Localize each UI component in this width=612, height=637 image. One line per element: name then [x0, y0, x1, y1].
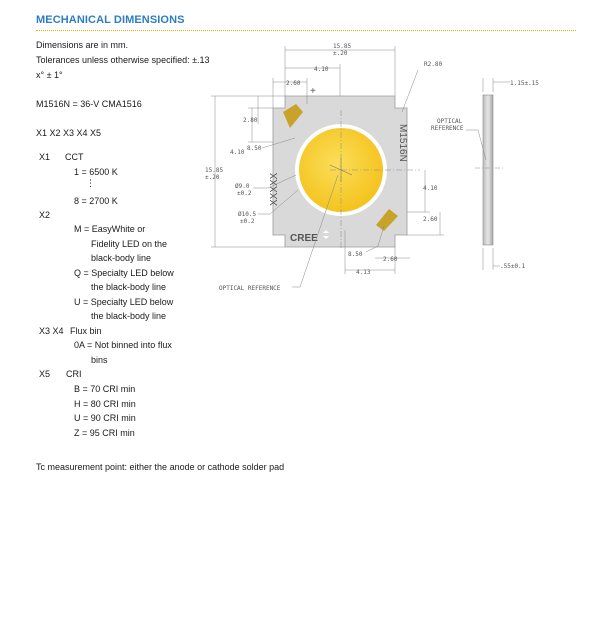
side-view-body: [483, 95, 493, 245]
dim-413-bottom: 4.13: [356, 269, 371, 276]
polarity-plus: +: [310, 86, 316, 97]
optical-reference-label-side: REFERENCE: [431, 125, 464, 132]
x5-key: X5: [39, 369, 51, 379]
x1-item: 8 = 2700 K: [74, 196, 118, 206]
x2-item: U = Specialty LED below: [74, 297, 174, 307]
code-mark: XXXXX: [269, 172, 280, 206]
x2-item: Q = Specialty LED below: [74, 268, 174, 278]
dim-width-tol: ±.20: [333, 50, 348, 57]
x2-item: the black-body line: [91, 311, 167, 321]
dim-260-right: 2.60: [423, 216, 438, 223]
dim-850-top: 8.50: [247, 145, 262, 152]
x1-item: ⋮: [86, 178, 95, 188]
x5-item: U = 90 CRI min: [74, 413, 136, 423]
dim-dia-90: Ø9.0: [235, 183, 250, 190]
optical-reference-label-side: OPTICAL: [437, 118, 463, 125]
intro-line-2: Tolerances unless otherwise specified: ±.13: [36, 55, 210, 65]
dim-height: 15.85: [205, 167, 224, 174]
dim-055: .55±0.1: [500, 263, 526, 270]
model-line: M1516N = 36-V CMA1516: [36, 99, 142, 109]
x1-name: CCT: [65, 152, 84, 162]
x1-key: X1: [39, 152, 51, 162]
dim-280: 2.80: [243, 117, 258, 124]
x2-item: the black-body line: [91, 282, 167, 292]
dim-height-tol: ±.20: [205, 174, 220, 181]
x2-item: black-body line: [91, 253, 152, 263]
dim-260-bottom: 2.60: [383, 256, 398, 263]
x5-item: Z = 95 CRI min: [74, 428, 135, 438]
x5-item: B = 70 CRI min: [74, 384, 136, 394]
x2-item: M = EasyWhite or: [74, 224, 146, 234]
dim-850-bottom: 8.50: [348, 251, 363, 258]
x2-item: Fidelity LED on the: [91, 239, 168, 249]
brand-logo: CREE: [290, 233, 318, 244]
intro-line-1: Dimensions are in mm.: [36, 40, 129, 50]
dim-width: 15.85: [333, 43, 352, 50]
dim-dia-90-tol: ±0.2: [237, 190, 252, 197]
dim-side-thickness: 1.15±.15: [510, 80, 539, 87]
dim-410-right: 4.10: [423, 185, 438, 192]
x5-name: CRI: [66, 369, 82, 379]
dim-410-top: 4.10: [314, 66, 329, 73]
dim-dia-105: Ø10.5: [238, 211, 257, 218]
dim-260-top: 2.60: [286, 80, 301, 87]
x2-key: X2: [39, 210, 51, 220]
x5-item: H = 80 CRI min: [74, 399, 136, 409]
part-mark: M1516N: [397, 124, 408, 162]
dim-410-left: 4.10: [230, 149, 245, 156]
x3x4-item: 0A = Not binned into flux: [74, 340, 172, 350]
dim-radius: R2.80: [424, 61, 443, 68]
optical-reference-label: OPTICAL REFERENCE: [219, 285, 281, 292]
tc-note: Tc measurement point: either the anode or cathode solder pad: [36, 462, 285, 472]
x1-item: 1 = 6500 K: [74, 167, 118, 177]
x3x4-key: X3 X4: [39, 326, 64, 336]
code-format: X1 X2 X3 X4 X5: [36, 128, 102, 138]
x3x4-item: bins: [91, 355, 108, 365]
section-title: MECHANICAL DIMENSIONS: [36, 14, 185, 26]
dim-dia-105-tol: ±0.2: [240, 218, 255, 225]
intro-line-3: x° ± 1°: [36, 70, 63, 80]
x3x4-name: Flux bin: [70, 326, 102, 336]
